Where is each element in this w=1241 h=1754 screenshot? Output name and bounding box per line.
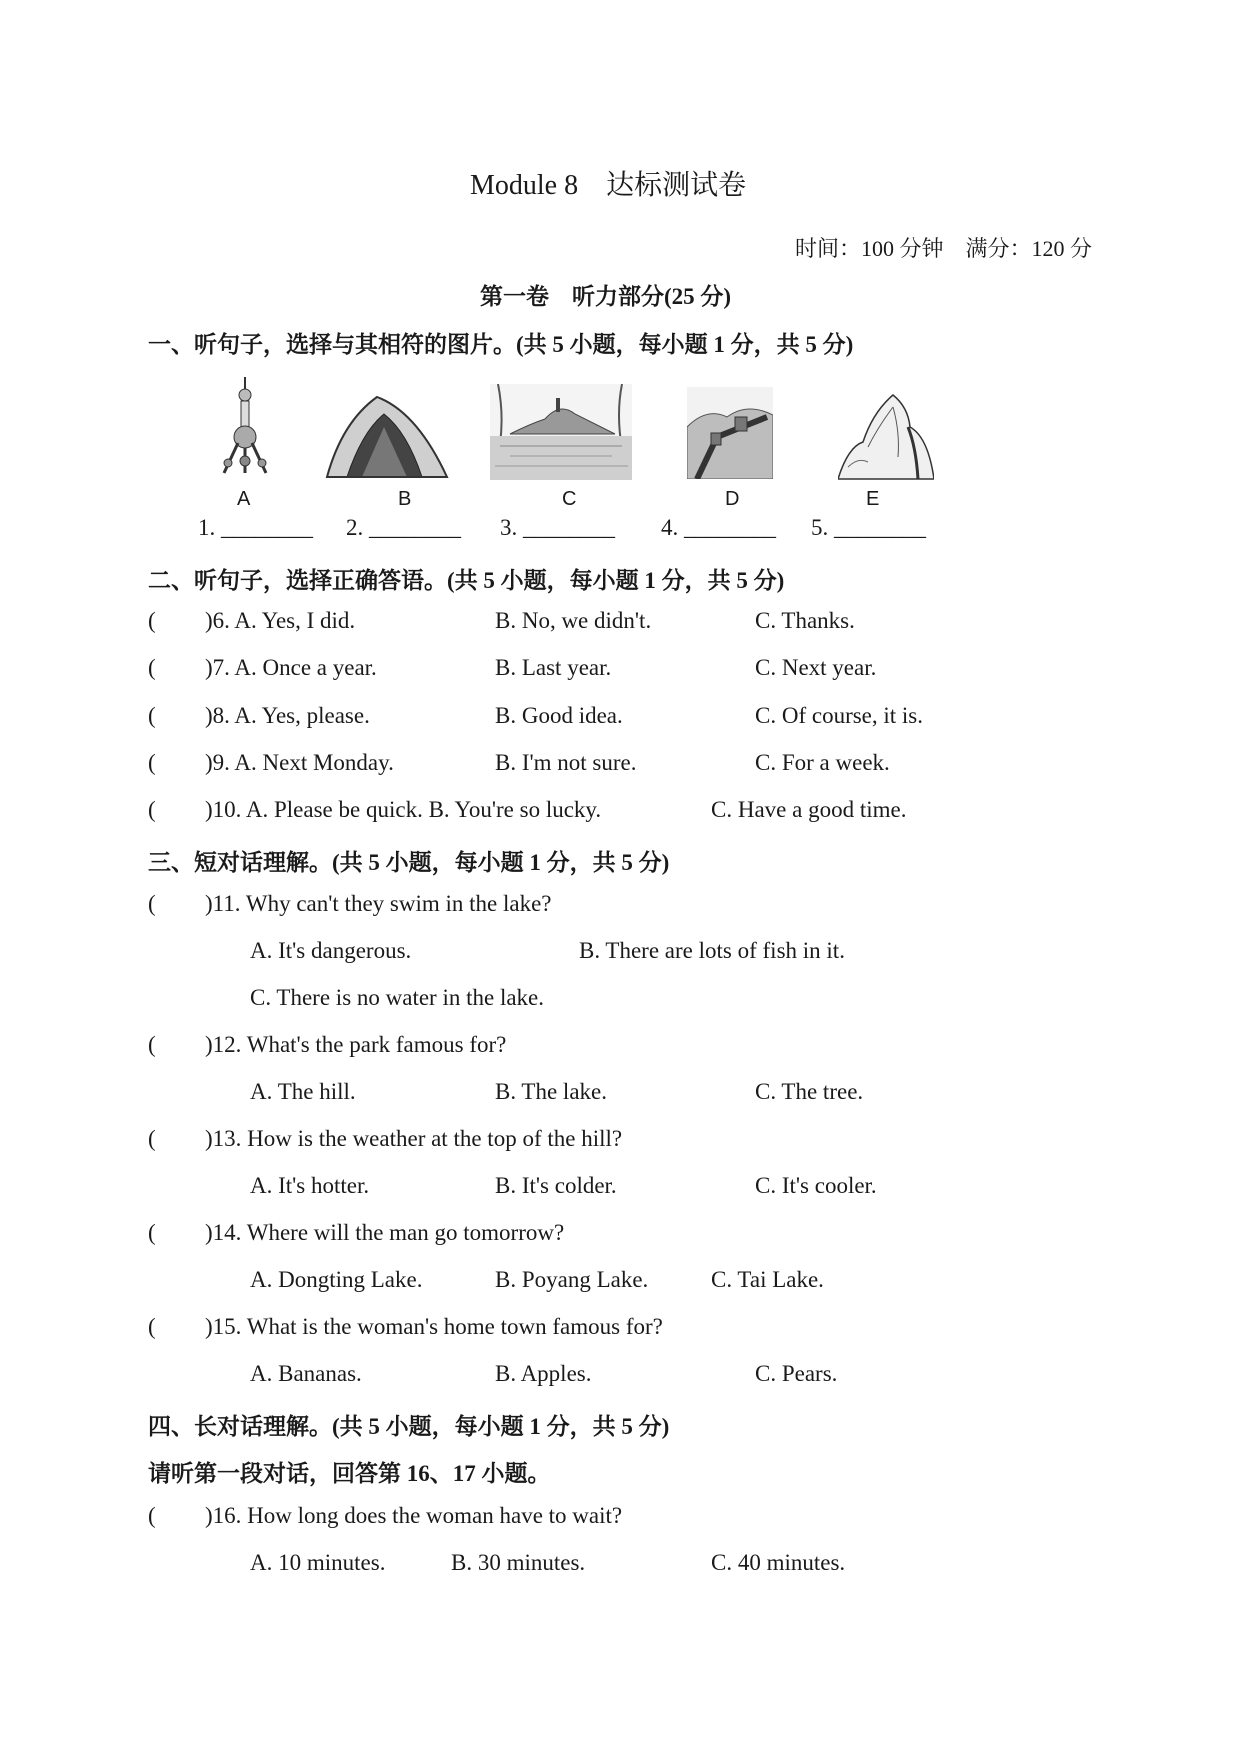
question-option-c: C. The tree.: [755, 1079, 864, 1104]
question-option-b: B. Apples.: [495, 1361, 592, 1386]
answer-blank[interactable]: 2. ________: [346, 515, 461, 540]
question-option-c: C. For a week.: [755, 750, 890, 775]
answer-paren[interactable]: (: [148, 1314, 156, 1339]
part-heading: 第一卷 听力部分(25 分): [480, 284, 732, 309]
answer-paren[interactable]: (: [148, 1503, 156, 1528]
answer-paren[interactable]: (: [148, 1032, 156, 1057]
question-option-c: C. Thanks.: [755, 608, 855, 633]
answer-blank[interactable]: 1. ________: [198, 515, 313, 540]
lake-island-icon: [490, 384, 632, 480]
question-option-a: )9. A. Next Monday.: [205, 750, 394, 775]
question-option-c: C. Tai Lake.: [711, 1267, 824, 1292]
answer-paren[interactable]: (: [148, 797, 156, 822]
answer-paren[interactable]: (: [148, 1220, 156, 1245]
answer-paren[interactable]: (: [148, 608, 156, 633]
answer-paren[interactable]: (: [148, 655, 156, 680]
question-text: )16. How long does the woman have to wait?: [205, 1503, 623, 1528]
section-heading: 四、长对话理解。(共 5 小题，每小题 1 分，共 5 分): [148, 1414, 670, 1439]
question-option-b: B. It's colder.: [495, 1173, 617, 1198]
answer-paren[interactable]: (: [148, 703, 156, 728]
question-option-b: B. 30 minutes.: [451, 1550, 586, 1575]
question-option-b: B. No, we didn't.: [495, 608, 652, 633]
great-wall-icon: [687, 387, 773, 479]
question-option-b: B. There are lots of fish in it.: [579, 938, 845, 963]
question-text: )15. What is the woman's home town famous for?: [205, 1314, 663, 1339]
question-option-b: B. I'm not sure.: [495, 750, 637, 775]
question-text: )11. Why can't they swim in the lake?: [205, 891, 552, 916]
question-option-a: )7. A. Once a year.: [205, 655, 377, 680]
question-option-b: B. The lake.: [495, 1079, 607, 1104]
question-option-a: )6. A. Yes, I did.: [205, 608, 356, 633]
question-option-c: C. There is no water in the lake.: [250, 985, 545, 1010]
picture-label: B: [398, 488, 412, 510]
page-title: Module 8 达标测试卷: [470, 170, 747, 201]
time-info: 时间：100 分钟 满分：120 分: [795, 236, 1093, 261]
section-heading: 一、听句子，选择与其相符的图片。(共 5 小题，每小题 1 分，共 5 分): [148, 332, 854, 357]
answer-blank[interactable]: 3. ________: [500, 515, 615, 540]
answer-paren[interactable]: (: [148, 891, 156, 916]
question-option-c: C. Pears.: [755, 1361, 838, 1386]
question-option-c: C. 40 minutes.: [711, 1550, 846, 1575]
question-option-b: B. Good idea.: [495, 703, 623, 728]
question-option-b: B. Poyang Lake.: [495, 1267, 649, 1292]
tv-tower-icon: [210, 377, 280, 477]
question-text: )13. How is the weather at the top of the hill?: [205, 1126, 623, 1151]
question-option-a: A. 10 minutes.: [250, 1550, 386, 1575]
question-option-a: A. It's hotter.: [250, 1173, 370, 1198]
question-option-a: A. It's dangerous.: [250, 938, 412, 963]
question-text: )14. Where will the man go tomorrow?: [205, 1220, 565, 1245]
question-option-b: B. Last year.: [495, 655, 612, 680]
question-option-a: )8. A. Yes, please.: [205, 703, 370, 728]
answer-paren[interactable]: (: [148, 750, 156, 775]
section-intro: 请听第一段对话，回答第 16、17 小题。: [148, 1461, 551, 1486]
picture-label: C: [562, 488, 577, 510]
question-text: )12. What's the park famous for?: [205, 1032, 507, 1057]
section-heading: 二、听句子，选择正确答语。(共 5 小题，每小题 1 分，共 5 分): [148, 568, 785, 593]
answer-blank[interactable]: 5. ________: [811, 515, 926, 540]
question-option-c: C. Next year.: [755, 655, 877, 680]
question-option-a: A. Bananas.: [250, 1361, 362, 1386]
answer-blank[interactable]: 4. ________: [661, 515, 776, 540]
answer-paren[interactable]: (: [148, 1126, 156, 1151]
question-option-a: A. The hill.: [250, 1079, 356, 1104]
question-option-a: )10. A. Please be quick. B. You're so lucky.: [205, 797, 602, 822]
mountain-icon: [838, 387, 934, 483]
question-option-a: A. Dongting Lake.: [250, 1267, 423, 1292]
picture-label: D: [725, 488, 740, 510]
question-option-c: C. Have a good time.: [711, 797, 907, 822]
tent-icon: [322, 392, 452, 482]
picture-label: A: [237, 488, 251, 510]
section-heading: 三、短对话理解。(共 5 小题，每小题 1 分，共 5 分): [148, 850, 670, 875]
question-option-c: C. It's cooler.: [755, 1173, 877, 1198]
question-option-c: C. Of course, it is.: [755, 703, 924, 728]
picture-label: E: [866, 488, 880, 510]
